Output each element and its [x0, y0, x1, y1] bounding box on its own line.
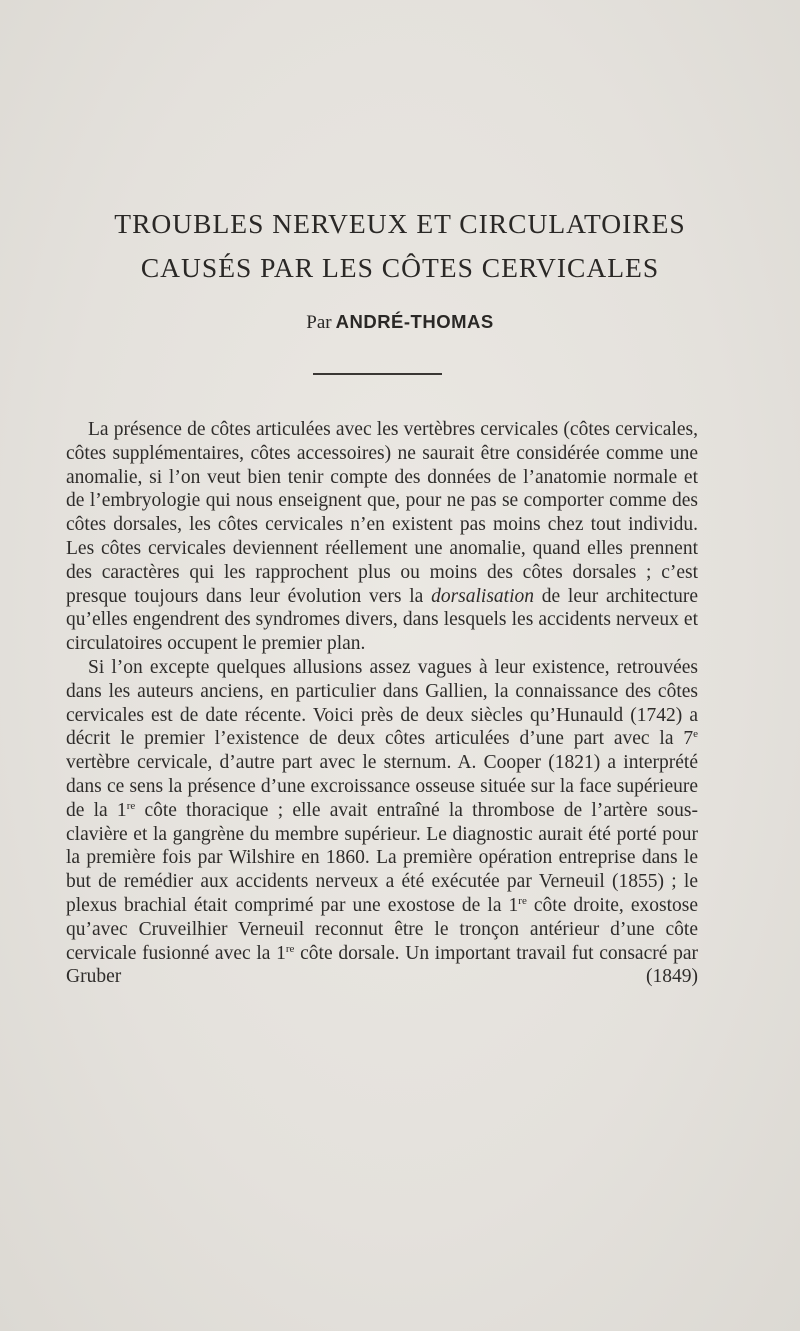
author-name: ANDRÉ-THOMAS — [335, 311, 494, 332]
title-line-2: CAUSÉS PAR LES CÔTES CERVICALES — [140, 252, 660, 283]
paragraph-1-text-b: de leur architecture qu’elles engendrent des syndromes divers, dans lesquels les accidents nerveux et circulatoires occupent le premier plan. — [66, 585, 698, 655]
paragraph-1-italic-term: dorsalisation — [431, 585, 535, 607]
paragraph-2-text-2: vertèbre cervicale, d’autre part avec le sternum. A. Cooper (1821) a interprété dans ce sens la présence d’une excroissance osseuse située sur la face supérieure de la 1 — [66, 752, 698, 821]
author-prefix: Par — [306, 312, 332, 333]
superscript-3: re — [518, 894, 527, 907]
paragraph-1-text-a: La présence de côtes articulées avec les vertèbres cervicales (côtes cervicales, côtes supplémentaires, côtes accessoires) ne saurait être considérée comme une anomalie, si l’on veut bien tenir compte des données de l’anatomie normale et de l’embryologie qui nous enseignent que, pour ne pas se comporter comme des côtes dorsales, les côtes cervicales n’en existent pas moins chez tout individu. Les côtes cervicales deviennent réellement une anomalie, quand elles prennent des caractères qui les rapprochent plus ou moins des côtes dorsales ; c’est presque toujours dans leur évolution vers la — [66, 419, 698, 607]
superscript-2: re — [126, 799, 136, 812]
title-divider — [313, 373, 442, 375]
title-line-1: TROUBLES NERVEUX ET CIRCULATOIRES — [114, 208, 686, 239]
superscript-4: re — [285, 942, 295, 955]
paragraph-2 — [66, 656, 698, 989]
article-body — [66, 418, 698, 989]
paragraph-2-text-1: Si l’on excepte quelques allusions assez vagues à leur existence, retrouvées dans les auteurs anciens, en particulier dans Gallien, la connaissance des côtes cervicales est de date récente. Voici près de deux siècles qu’Hunauld (1742) a décrit le premier l’existence de deux côtes articulées d’une part avec la 7 — [66, 656, 698, 750]
paragraph-2-text-3: côte thoracique ; elle avait entraîné la thrombose de l’artère sous-clavière et la gangrène du membre supérieur. Le diagnostic aurait été porté pour la première fois par Wilshire en 1860. La première opération entreprise dans le but de remédier aux accidents nerveux a été exécutée par Verneuil (1855) ; le plexus brachial était comprimé par une exostose de la 1 — [66, 799, 699, 916]
paragraph-2-text-5: côte dorsale. Un important travail fut consacré par Gruber (1849) — [66, 942, 698, 988]
superscript-1: e — [693, 728, 698, 741]
byline — [0, 311, 800, 334]
paragraph-2-text-4: côte droite, exostose qu’avec Cruveilhier Verneuil reconnut être le tronçon antérieur d’une côte cervicale fusionné avec la 1 — [66, 894, 698, 964]
paragraph-1 — [66, 418, 698, 656]
